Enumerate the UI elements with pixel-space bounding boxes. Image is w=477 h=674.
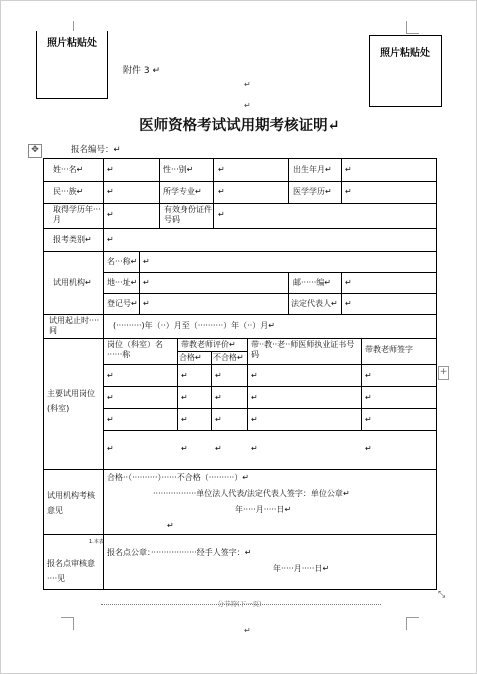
cell-mark: ↵ [215, 444, 222, 453]
table-move-handle[interactable]: ✥ [28, 144, 42, 158]
cell-mark: ↵ [107, 371, 114, 380]
cell-mark: ↵ [181, 415, 188, 424]
photo-box-right [369, 35, 442, 107]
paragraph-mark: ↵ [244, 101, 251, 110]
crop-mark [406, 21, 419, 34]
cell-mark: ↵ [345, 299, 352, 308]
registration-number-label: 报名编号：↵ [71, 145, 121, 155]
cell-mark: ↵ [215, 415, 222, 424]
photo-label: 照片粘贴处 [380, 48, 430, 59]
label-site-opinion: 报名点审核意····见 [47, 559, 95, 583]
label-postcode: 邮······编↵ [293, 278, 331, 287]
cell-mark: ↵ [365, 444, 372, 453]
cell-mark: ↵ [107, 393, 114, 402]
label-edu-date: 取得学历年···月 [53, 205, 101, 224]
label-org-opinion: 试用机构考核意见 [47, 491, 95, 515]
label-birth: 出生年月↵ [293, 165, 332, 174]
cell-mark: ↵ [181, 371, 188, 380]
cell-mark: ↵ [143, 299, 150, 308]
cell-mark: ↵ [215, 371, 222, 380]
photo-box-left [36, 31, 108, 99]
label-reg-no: 登记号↵ [107, 299, 138, 308]
label-legal-rep: 法定代表人↵ [291, 299, 338, 308]
header-teacher-eval: 带教老师评价↵ [181, 340, 236, 349]
cell-mark: ↵ [107, 210, 114, 219]
cell-mark: ↵ [345, 165, 352, 174]
label-major: 所学专业↵ [163, 187, 202, 196]
cell-mark: ↵ [167, 521, 174, 530]
table-add-row-handle[interactable]: + [438, 366, 449, 380]
label-category: 报考类别↵ [53, 235, 92, 244]
cell-mark: ↵ [251, 444, 258, 453]
header-teacher-sign: 带教老师签字 [365, 345, 413, 354]
cell-mark: ↵ [251, 415, 258, 424]
cell-mark: ↵ [365, 371, 372, 380]
opinion-line-1: 合格··（··········）······不合格（··········）↵ [107, 473, 249, 482]
label-org-addr: 地···址↵ [107, 278, 138, 287]
label-gender: 性···别↵ [163, 165, 194, 174]
cell-mark: ↵ [251, 393, 258, 402]
header-qualified: 合格↵ [179, 353, 202, 362]
cell-mark: ↵ [107, 444, 114, 453]
site-date-line: 年·····月·····日↵ [273, 564, 330, 573]
cell-mark: ↵ [143, 278, 150, 287]
cell-mark: ↵ [107, 165, 114, 174]
crop-mark [406, 617, 419, 630]
cell-mark: ↵ [345, 187, 352, 196]
paragraph-mark: ↵ [244, 80, 251, 89]
cell-mark: ↵ [365, 415, 372, 424]
table-resize-handle[interactable]: ⤡ [438, 590, 446, 600]
header-teacher-cert: 带··教··老··师医师执业证书号码 [251, 340, 355, 359]
label-education: 医学学历↵ [293, 187, 332, 196]
cell-mark: ↵ [345, 278, 352, 287]
opinion-line-3: 年·····月·····日↵ [235, 505, 292, 514]
cell-mark: ↵ [107, 235, 114, 244]
label-posts: 主要试用岗位(科室) [47, 389, 95, 413]
header-unqualified: 不合格↵ [213, 353, 244, 362]
label-org: 试用机构↵ [53, 278, 92, 287]
paragraph-mark: ↵ [244, 626, 251, 635]
label-ethnic: 民···族↵ [53, 187, 84, 196]
photo-label: 照片粘贴处 [47, 38, 97, 49]
cell-mark: ↵ [218, 210, 225, 219]
cell-mark: ↵ [181, 393, 188, 402]
cell-mark: ↵ [181, 444, 188, 453]
small-note: 1.本表 [89, 539, 104, 545]
cell-mark: ↵ [107, 187, 114, 196]
cell-mark: ↵ [365, 393, 372, 402]
period-value: (··········)年（··）月至（··········）年（··）月↵ [113, 321, 275, 330]
cell-mark: ↵ [218, 165, 225, 174]
label-id-cert: 有效身份证件号码 [164, 205, 212, 224]
label-org-name: 名···称↵ [107, 257, 138, 266]
assessment-table [43, 158, 437, 590]
cell-mark: ↵ [143, 257, 150, 266]
label-name: 姓···名↵ [53, 165, 84, 174]
page-title: 医师资格考试试用期考核证明↵ [139, 117, 340, 134]
header-post: 岗位（科室）名······称 [107, 340, 163, 359]
cell-mark: ↵ [218, 187, 225, 196]
cell-mark: ↵ [107, 415, 114, 424]
label-period: 试用起止时····间 [49, 316, 100, 335]
section-break-label: 分节符(下一页) [217, 600, 262, 608]
site-seal-line: 报名点公章：··················经手人签字：↵ [107, 548, 252, 557]
cell-mark: ↵ [215, 393, 222, 402]
opinion-line-2: ·················单位法人代表/法定代表人签字：单位公章↵ [153, 489, 350, 498]
cell-mark: ↵ [251, 371, 258, 380]
attachment-label: 附件 3 ↵ [123, 66, 160, 76]
crop-mark [61, 617, 74, 630]
